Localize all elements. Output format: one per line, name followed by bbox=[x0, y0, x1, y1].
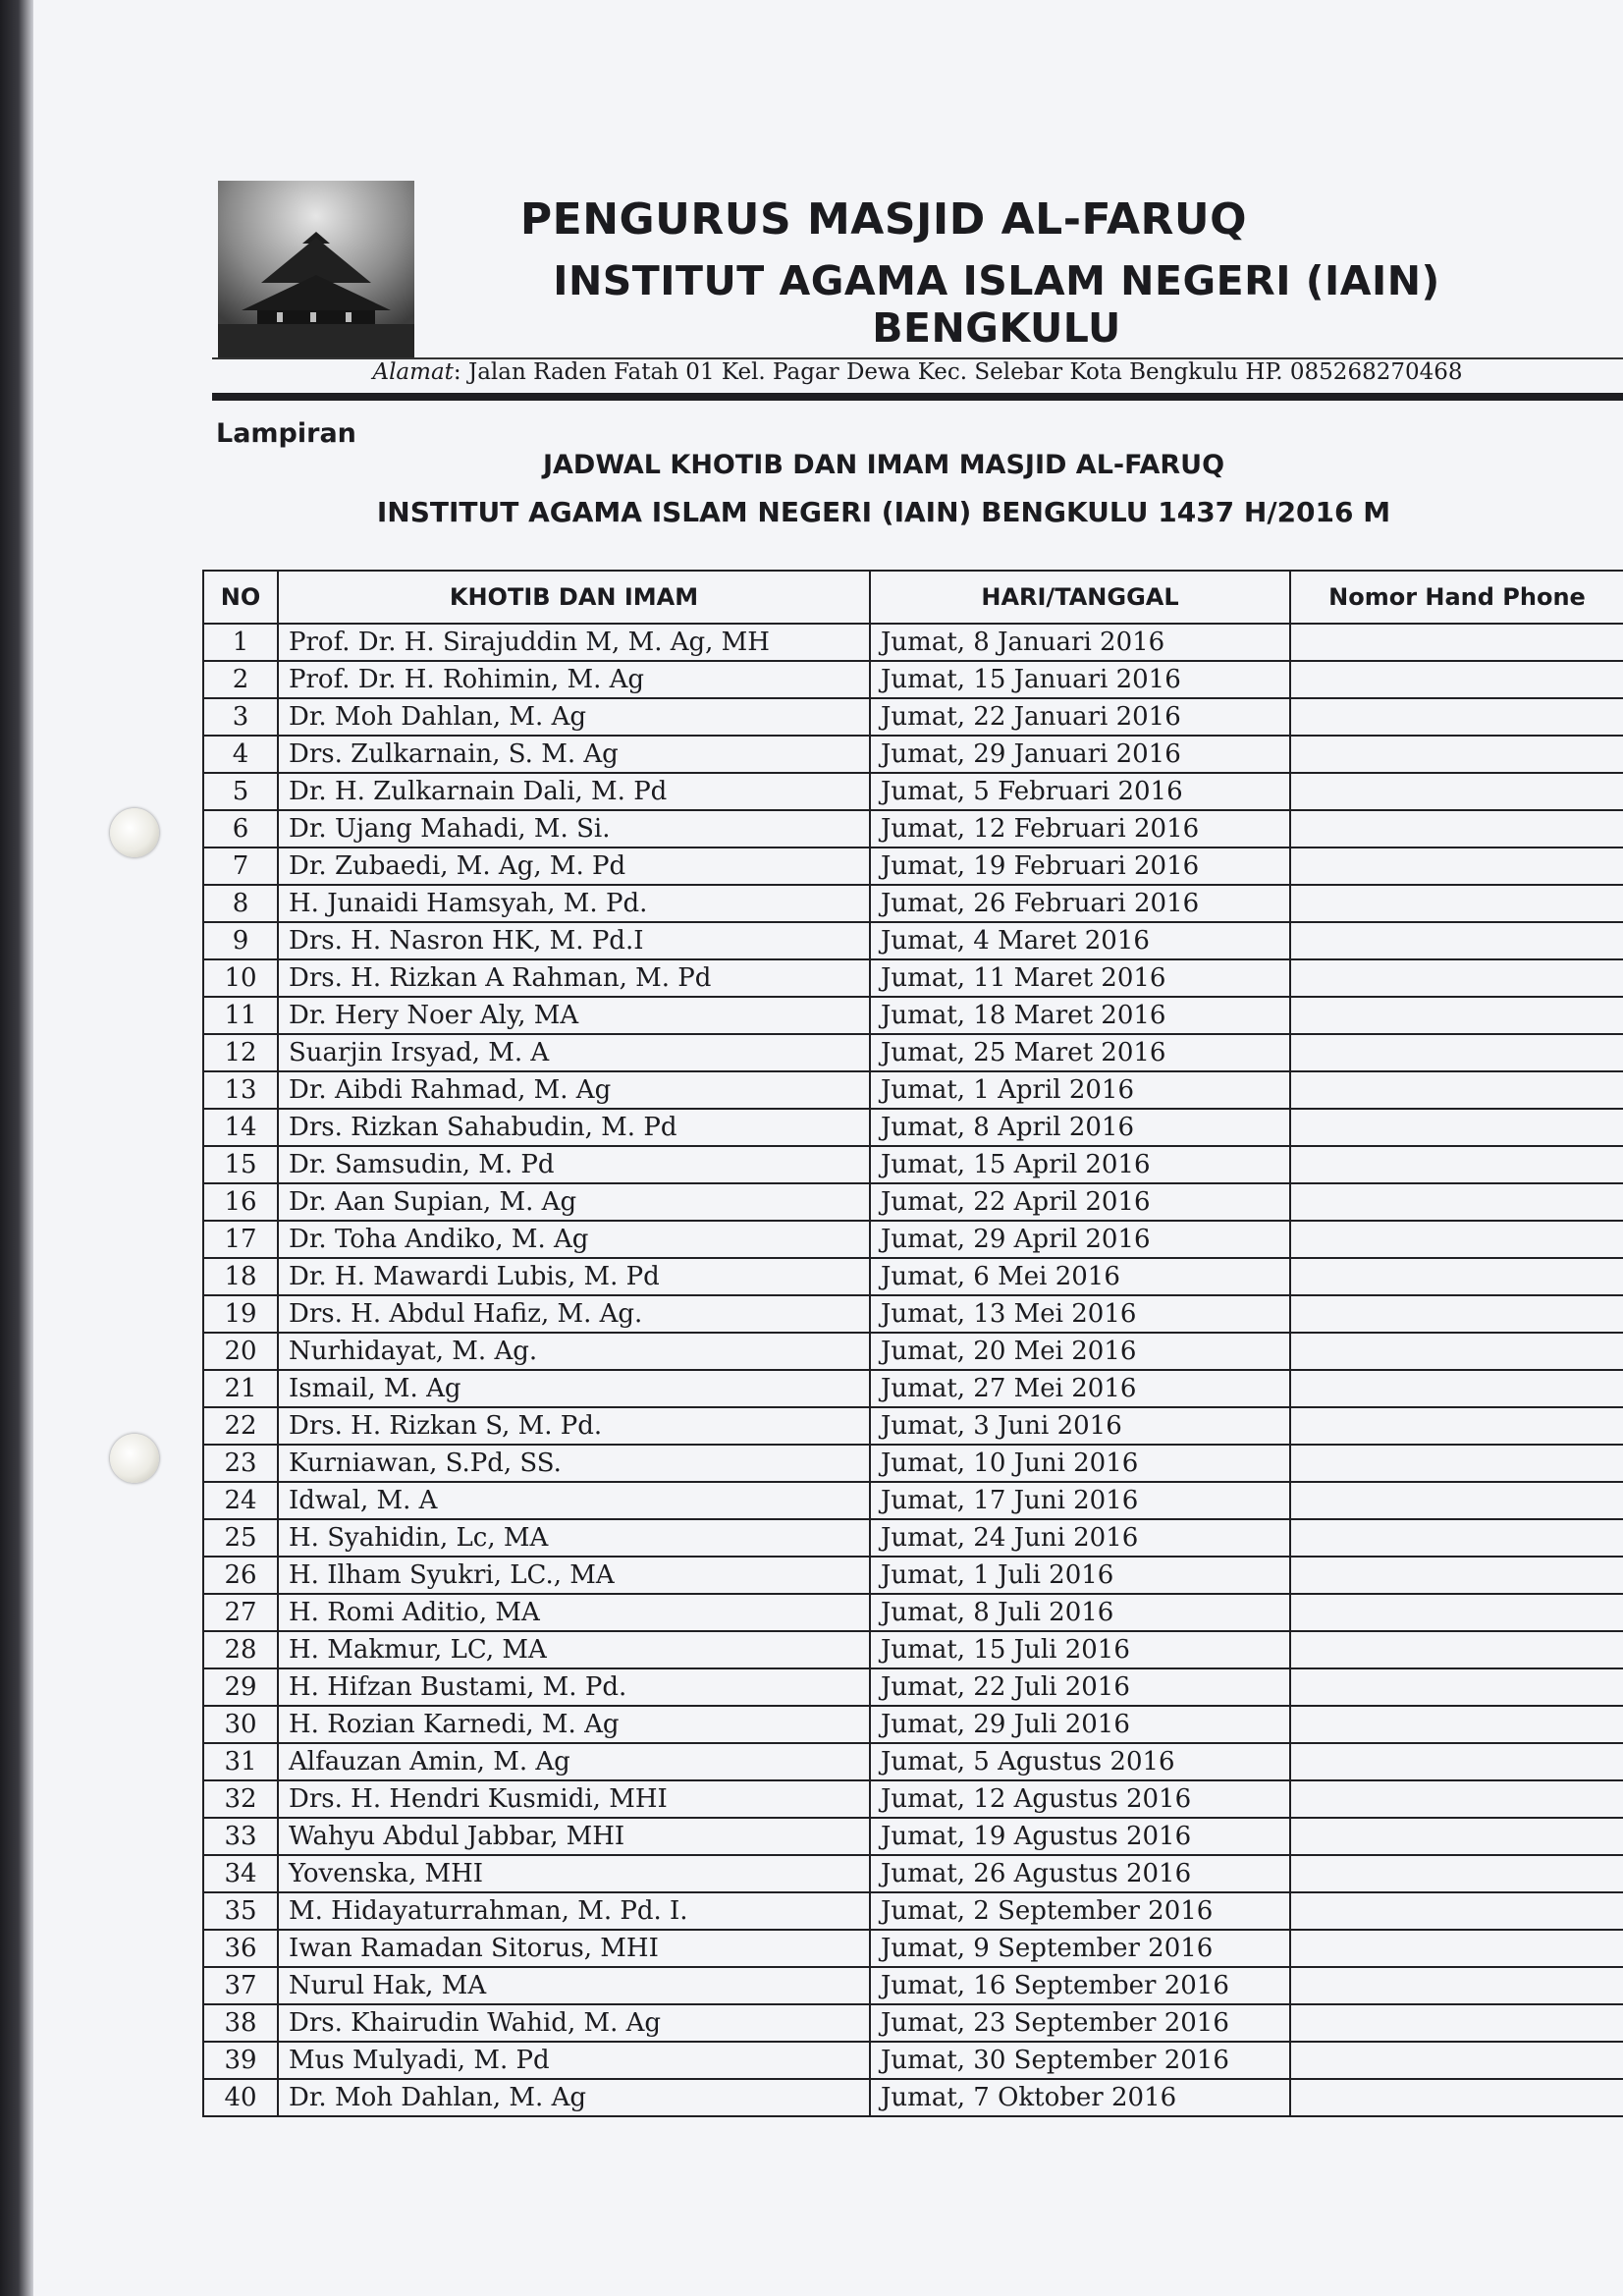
table-row bbox=[203, 1407, 1623, 1445]
khotib-name: Mus Mulyadi, M. Pd bbox=[278, 2042, 870, 2079]
table-row bbox=[203, 1743, 1623, 1780]
phone-number bbox=[1290, 1109, 1623, 1146]
khotib-name: Dr. H. Mawardi Lubis, M. Pd bbox=[278, 1258, 870, 1295]
row-number: 29 bbox=[203, 1668, 278, 1706]
friday-date: Jumat, 24 Juni 2016 bbox=[870, 1519, 1290, 1557]
friday-date: Jumat, 8 Juli 2016 bbox=[870, 1594, 1290, 1631]
row-number: 5 bbox=[203, 773, 278, 810]
phone-number bbox=[1290, 1445, 1623, 1482]
khotib-name: Dr. Aibdi Rahmad, M. Ag bbox=[278, 1071, 870, 1109]
row-number: 8 bbox=[203, 885, 278, 922]
table-row bbox=[203, 1071, 1623, 1109]
friday-date: Jumat, 7 Oktober 2016 bbox=[870, 2079, 1290, 2116]
table-row bbox=[203, 1482, 1623, 1519]
row-number: 23 bbox=[203, 1445, 278, 1482]
phone-number bbox=[1290, 661, 1623, 698]
row-number: 34 bbox=[203, 1855, 278, 1892]
friday-date: Jumat, 22 April 2016 bbox=[870, 1183, 1290, 1221]
friday-date: Jumat, 12 Februari 2016 bbox=[870, 810, 1290, 847]
row-number: 33 bbox=[203, 1818, 278, 1855]
table-row bbox=[203, 1557, 1623, 1594]
address-line bbox=[212, 359, 1623, 385]
phone-number bbox=[1290, 2042, 1623, 2079]
phone-number bbox=[1290, 1183, 1623, 1221]
schedule-subtitle: INSTITUT AGAMA ISLAM NEGERI (IAIN) BENGKULU 1437 H/2016 M bbox=[376, 496, 1391, 528]
phone-number bbox=[1290, 1221, 1623, 1258]
khotib-name: Suarjin Irsyad, M. A bbox=[278, 1034, 870, 1071]
phone-number bbox=[1290, 810, 1623, 847]
row-number: 28 bbox=[203, 1631, 278, 1668]
khotib-name: Dr. Ujang Mahadi, M. Si. bbox=[278, 810, 870, 847]
table-row bbox=[203, 736, 1623, 773]
row-number: 20 bbox=[203, 1333, 278, 1370]
phone-number bbox=[1290, 1333, 1623, 1370]
phone-number bbox=[1290, 1892, 1623, 1930]
table-row bbox=[203, 1221, 1623, 1258]
khotib-name: Drs. Khairudin Wahid, M. Ag bbox=[278, 2004, 870, 2042]
friday-date: Jumat, 15 April 2016 bbox=[870, 1146, 1290, 1183]
phone-number bbox=[1290, 1930, 1623, 1967]
phone-number bbox=[1290, 885, 1623, 922]
khotib-name: Dr. H. Zulkarnain Dali, M. Pd bbox=[278, 773, 870, 810]
khotib-name: Prof. Dr. H. Rohimin, M. Ag bbox=[278, 661, 870, 698]
khotib-name: Dr. Moh Dahlan, M. Ag bbox=[278, 698, 870, 736]
khotib-name: Alfauzan Amin, M. Ag bbox=[278, 1743, 870, 1780]
institution-title: INSTITUT AGAMA ISLAM NEGERI (IAIN) BENGKULU bbox=[553, 257, 1440, 352]
khotib-name: Drs. Rizkan Sahabudin, M. Pd bbox=[278, 1109, 870, 1146]
row-number: 17 bbox=[203, 1221, 278, 1258]
khotib-name: Drs. H. Abdul Hafiz, M. Ag. bbox=[278, 1295, 870, 1333]
table-row bbox=[203, 2079, 1623, 2116]
table-row bbox=[203, 1967, 1623, 2004]
khotib-name: Drs. H. Rizkan A Rahman, M. Pd bbox=[278, 959, 870, 997]
phone-number bbox=[1290, 922, 1623, 959]
table-row bbox=[203, 1930, 1623, 1967]
friday-date: Jumat, 16 September 2016 bbox=[870, 1967, 1290, 2004]
friday-date: Jumat, 22 Juli 2016 bbox=[870, 1668, 1290, 1706]
phone-number bbox=[1290, 1780, 1623, 1818]
row-number: 30 bbox=[203, 1706, 278, 1743]
friday-date: Jumat, 19 Agustus 2016 bbox=[870, 1818, 1290, 1855]
khotib-name: H. Hifzan Bustami, M. Pd. bbox=[278, 1668, 870, 1706]
phone-number bbox=[1290, 1407, 1623, 1445]
khotib-name: Drs. H. Nasron HK, M. Pd.I bbox=[278, 922, 870, 959]
khotib-name: Dr. Hery Noer Aly, MA bbox=[278, 997, 870, 1034]
row-number: 22 bbox=[203, 1407, 278, 1445]
table-row bbox=[203, 1109, 1623, 1146]
row-number: 24 bbox=[203, 1482, 278, 1519]
table-row bbox=[203, 1780, 1623, 1818]
table-row bbox=[203, 661, 1623, 698]
phone-number bbox=[1290, 1370, 1623, 1407]
row-number: 10 bbox=[203, 959, 278, 997]
khotib-name: H. Makmur, LC, MA bbox=[278, 1631, 870, 1668]
table-row bbox=[203, 1631, 1623, 1668]
row-number: 21 bbox=[203, 1370, 278, 1407]
khotib-name: Ismail, M. Ag bbox=[278, 1370, 870, 1407]
row-number: 12 bbox=[203, 1034, 278, 1071]
phone-number bbox=[1290, 1631, 1623, 1668]
table-row bbox=[203, 810, 1623, 847]
table-row bbox=[203, 1519, 1623, 1557]
table-row bbox=[203, 1445, 1623, 1482]
friday-date: Jumat, 18 Maret 2016 bbox=[870, 997, 1290, 1034]
phone-number bbox=[1290, 1668, 1623, 1706]
khotib-name: Drs. H. Rizkan S, M. Pd. bbox=[278, 1407, 870, 1445]
row-number: 7 bbox=[203, 847, 278, 885]
table-row bbox=[203, 997, 1623, 1034]
table-row bbox=[203, 922, 1623, 959]
friday-date: Jumat, 8 April 2016 bbox=[870, 1109, 1290, 1146]
table-body bbox=[203, 624, 1623, 2116]
table-row bbox=[203, 1183, 1623, 1221]
khotib-name: Iwan Ramadan Sitorus, MHI bbox=[278, 1930, 870, 1967]
row-number: 3 bbox=[203, 698, 278, 736]
table-row bbox=[203, 959, 1623, 997]
phone-number bbox=[1290, 1557, 1623, 1594]
khotib-name: Dr. Samsudin, M. Pd bbox=[278, 1146, 870, 1183]
row-number: 27 bbox=[203, 1594, 278, 1631]
address-text: : Jalan Raden Fatah 01 Kel. Pagar Dewa Kec. Selebar Kota Bengkulu HP. 085268270468 bbox=[453, 359, 1463, 385]
header-date: HARI/TANGGAL bbox=[870, 571, 1290, 624]
friday-date: Jumat, 30 September 2016 bbox=[870, 2042, 1290, 2079]
khotib-name: Drs. Zulkarnain, S. M. Ag bbox=[278, 736, 870, 773]
organization-title: PENGURUS MASJID AL-FARUQ bbox=[519, 194, 1248, 245]
friday-date: Jumat, 12 Agustus 2016 bbox=[870, 1780, 1290, 1818]
table-row bbox=[203, 1370, 1623, 1407]
friday-date: Jumat, 22 Januari 2016 bbox=[870, 698, 1290, 736]
phone-number bbox=[1290, 624, 1623, 661]
phone-number bbox=[1290, 1706, 1623, 1743]
phone-number bbox=[1290, 1818, 1623, 1855]
friday-date: Jumat, 17 Juni 2016 bbox=[870, 1482, 1290, 1519]
phone-number bbox=[1290, 1258, 1623, 1295]
row-number: 9 bbox=[203, 922, 278, 959]
table-row bbox=[203, 847, 1623, 885]
row-number: 19 bbox=[203, 1295, 278, 1333]
table-row bbox=[203, 624, 1623, 661]
header-khotib: KHOTIB DAN IMAM bbox=[278, 571, 870, 624]
friday-date: Jumat, 27 Mei 2016 bbox=[870, 1370, 1290, 1407]
table-header-row bbox=[203, 571, 1623, 624]
friday-date: Jumat, 20 Mei 2016 bbox=[870, 1333, 1290, 1370]
friday-date: Jumat, 29 Juli 2016 bbox=[870, 1706, 1290, 1743]
friday-date: Jumat, 29 Januari 2016 bbox=[870, 736, 1290, 773]
friday-date: Jumat, 26 Agustus 2016 bbox=[870, 1855, 1290, 1892]
header-no: NO bbox=[203, 571, 278, 624]
table-row bbox=[203, 2004, 1623, 2042]
row-number: 6 bbox=[203, 810, 278, 847]
table-row bbox=[203, 1258, 1623, 1295]
friday-date: Jumat, 1 April 2016 bbox=[870, 1071, 1290, 1109]
row-number: 1 bbox=[203, 624, 278, 661]
friday-date: Jumat, 29 April 2016 bbox=[870, 1221, 1290, 1258]
khotib-name: H. Rozian Karnedi, M. Ag bbox=[278, 1706, 870, 1743]
page-edge-shadow bbox=[0, 0, 33, 2296]
table-row bbox=[203, 1892, 1623, 1930]
khotib-name: Nurhidayat, M. Ag. bbox=[278, 1333, 870, 1370]
phone-number bbox=[1290, 698, 1623, 736]
row-number: 26 bbox=[203, 1557, 278, 1594]
row-number: 14 bbox=[203, 1109, 278, 1146]
friday-date: Jumat, 26 Februari 2016 bbox=[870, 885, 1290, 922]
row-number: 18 bbox=[203, 1258, 278, 1295]
phone-number bbox=[1290, 736, 1623, 773]
table-row bbox=[203, 1706, 1623, 1743]
row-number: 16 bbox=[203, 1183, 278, 1221]
friday-date: Jumat, 1 Juli 2016 bbox=[870, 1557, 1290, 1594]
khotib-name: Dr. Aan Supian, M. Ag bbox=[278, 1183, 870, 1221]
header-divider-thick bbox=[212, 393, 1623, 401]
khotib-name: H. Ilham Syukri, LC., MA bbox=[278, 1557, 870, 1594]
khotib-name: Wahyu Abdul Jabbar, MHI bbox=[278, 1818, 870, 1855]
table-row bbox=[203, 1295, 1623, 1333]
phone-number bbox=[1290, 847, 1623, 885]
schedule-title: JADWAL KHOTIB DAN IMAM MASJID AL-FARUQ bbox=[542, 450, 1225, 480]
header-phone: Nomor Hand Phone bbox=[1290, 571, 1623, 624]
phone-number bbox=[1290, 1967, 1623, 2004]
table-row bbox=[203, 698, 1623, 736]
friday-date: Jumat, 3 Juni 2016 bbox=[870, 1407, 1290, 1445]
khotib-name: Dr. Toha Andiko, M. Ag bbox=[278, 1221, 870, 1258]
row-number: 38 bbox=[203, 2004, 278, 2042]
friday-date: Jumat, 10 Juni 2016 bbox=[870, 1445, 1290, 1482]
table-row bbox=[203, 1594, 1623, 1631]
table-row bbox=[203, 1668, 1623, 1706]
row-number: 4 bbox=[203, 736, 278, 773]
address-label: Alamat bbox=[372, 359, 454, 385]
phone-number bbox=[1290, 997, 1623, 1034]
friday-date: Jumat, 9 September 2016 bbox=[870, 1930, 1290, 1967]
friday-date: Jumat, 4 Maret 2016 bbox=[870, 922, 1290, 959]
friday-date: Jumat, 23 September 2016 bbox=[870, 2004, 1290, 2042]
punch-hole bbox=[110, 1434, 159, 1483]
friday-date: Jumat, 6 Mei 2016 bbox=[870, 1258, 1290, 1295]
khotib-name: Dr. Moh Dahlan, M. Ag bbox=[278, 2079, 870, 2116]
row-number: 13 bbox=[203, 1071, 278, 1109]
phone-number bbox=[1290, 1594, 1623, 1631]
friday-date: Jumat, 25 Maret 2016 bbox=[870, 1034, 1290, 1071]
phone-number bbox=[1290, 1519, 1623, 1557]
row-number: 40 bbox=[203, 2079, 278, 2116]
table-row bbox=[203, 2042, 1623, 2079]
mosque-logo bbox=[218, 181, 414, 357]
friday-date: Jumat, 13 Mei 2016 bbox=[870, 1295, 1290, 1333]
khotib-name: Prof. Dr. H. Sirajuddin M, M. Ag, MH bbox=[278, 624, 870, 661]
row-number: 11 bbox=[203, 997, 278, 1034]
row-number: 37 bbox=[203, 1967, 278, 2004]
khotib-name: H. Romi Aditio, MA bbox=[278, 1594, 870, 1631]
khotib-name: Drs. H. Hendri Kusmidi, MHI bbox=[278, 1780, 870, 1818]
friday-date: Jumat, 5 Agustus 2016 bbox=[870, 1743, 1290, 1780]
phone-number bbox=[1290, 2079, 1623, 2116]
friday-date: Jumat, 11 Maret 2016 bbox=[870, 959, 1290, 997]
table-row bbox=[203, 1333, 1623, 1370]
phone-number bbox=[1290, 2004, 1623, 2042]
table-row bbox=[203, 1146, 1623, 1183]
phone-number bbox=[1290, 1743, 1623, 1780]
khotib-name: M. Hidayaturrahman, M. Pd. I. bbox=[278, 1892, 870, 1930]
khotib-name: Yovenska, MHI bbox=[278, 1855, 870, 1892]
phone-number bbox=[1290, 1295, 1623, 1333]
row-number: 35 bbox=[203, 1892, 278, 1930]
punch-hole bbox=[110, 808, 159, 857]
schedule-table bbox=[202, 570, 1623, 2117]
khotib-name: Idwal, M. A bbox=[278, 1482, 870, 1519]
row-number: 31 bbox=[203, 1743, 278, 1780]
phone-number bbox=[1290, 1855, 1623, 1892]
row-number: 2 bbox=[203, 661, 278, 698]
table-row bbox=[203, 1818, 1623, 1855]
phone-number bbox=[1290, 1146, 1623, 1183]
attachment-label: Lampiran bbox=[216, 418, 356, 449]
row-number: 32 bbox=[203, 1780, 278, 1818]
phone-number bbox=[1290, 1482, 1623, 1519]
khotib-name: H. Syahidin, Lc, MA bbox=[278, 1519, 870, 1557]
khotib-name: Kurniawan, S.Pd, SS. bbox=[278, 1445, 870, 1482]
phone-number bbox=[1290, 959, 1623, 997]
table-row bbox=[203, 885, 1623, 922]
phone-number bbox=[1290, 1034, 1623, 1071]
khotib-name: Dr. Zubaedi, M. Ag, M. Pd bbox=[278, 847, 870, 885]
table-row bbox=[203, 773, 1623, 810]
friday-date: Jumat, 19 Februari 2016 bbox=[870, 847, 1290, 885]
friday-date: Jumat, 2 September 2016 bbox=[870, 1892, 1290, 1930]
phone-number bbox=[1290, 773, 1623, 810]
row-number: 15 bbox=[203, 1146, 278, 1183]
friday-date: Jumat, 5 Februari 2016 bbox=[870, 773, 1290, 810]
phone-number bbox=[1290, 1071, 1623, 1109]
friday-date: Jumat, 15 Januari 2016 bbox=[870, 661, 1290, 698]
friday-date: Jumat, 15 Juli 2016 bbox=[870, 1631, 1290, 1668]
row-number: 39 bbox=[203, 2042, 278, 2079]
khotib-name: H. Junaidi Hamsyah, M. Pd. bbox=[278, 885, 870, 922]
row-number: 25 bbox=[203, 1519, 278, 1557]
table-row bbox=[203, 1855, 1623, 1892]
row-number: 36 bbox=[203, 1930, 278, 1967]
table-row bbox=[203, 1034, 1623, 1071]
khotib-name: Nurul Hak, MA bbox=[278, 1967, 870, 2004]
friday-date: Jumat, 8 Januari 2016 bbox=[870, 624, 1290, 661]
